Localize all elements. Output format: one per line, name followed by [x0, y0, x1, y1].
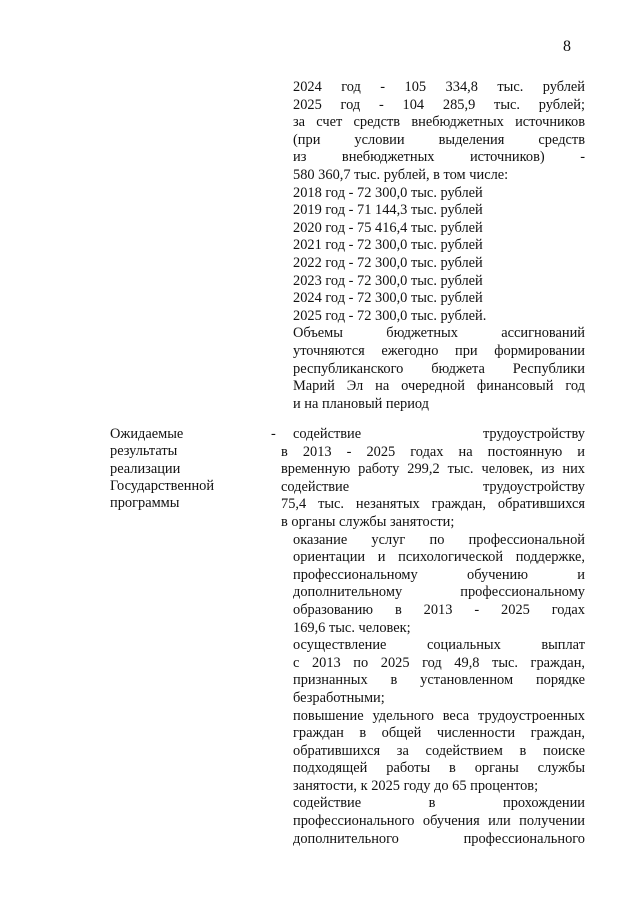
results-label [110, 426, 260, 512]
funding-year-line: 2019 год - 71 144,3 тыс. рублей [293, 202, 483, 219]
funding-note-line: Марий Эл на очередной финансовый год [293, 378, 585, 395]
page-number: 8 [563, 38, 571, 55]
funding-note-line: республиканского бюджета Республики [293, 360, 585, 377]
results-label-line: Государственной [110, 477, 215, 494]
results-line: осуществление социальных выплат [293, 637, 585, 654]
results-text [281, 426, 585, 848]
results-line: содействие трудоустройству [281, 478, 585, 495]
results-line: содействие трудоустройству [293, 426, 585, 442]
results-line: дополнительному профессиональному [293, 584, 585, 601]
funding-line: за счет средств внебюджетных источников [293, 114, 585, 131]
results-line: в 2013 - 2025 годах на постоянную и [281, 443, 585, 460]
results-label-line: реализации [110, 460, 181, 477]
results-label-line: программы [110, 495, 180, 512]
label-separator-dash: - [271, 426, 276, 442]
funding-year-line: 2021 год - 72 300,0 тыс. рублей [293, 237, 483, 254]
funding-line: из внебюджетных источников) - [293, 149, 585, 166]
funding-line: (при условии выделения средств [293, 131, 585, 148]
results-line: 169,6 тыс. человек; [293, 619, 411, 636]
funding-year-line: 2025 год - 72 300,0 тыс. рублей. [293, 307, 487, 324]
funding-note-line: уточняются ежегодно при формировании [293, 342, 585, 359]
results-line: безработными; [293, 689, 385, 706]
funding-year-line: 2020 год - 75 416,4 тыс. рублей [293, 219, 483, 236]
results-line: профессиональному обучению и [293, 566, 585, 583]
results-line: ориентации и психологической поддержке, [293, 549, 585, 566]
results-line: содействие в прохождении [293, 795, 585, 812]
results-line: признанных в установленном порядке [293, 672, 585, 689]
results-line: занятости, к 2025 году до 65 процентов; [293, 777, 539, 794]
funding-note-line: и на плановый период [293, 395, 430, 412]
funding-line: 580 360,7 тыс. рублей, в том числе: [293, 166, 509, 183]
results-line: подходящей работы в органы службы [293, 760, 585, 777]
results-line: образованию в 2013 - 2025 годах [293, 601, 585, 618]
results-line: в органы службы занятости; [281, 513, 455, 530]
results-line: 75,4 тыс. незанятых граждан, обратившихся [281, 496, 585, 513]
funding-line: 2024 год - 105 334,8 тыс. рублей [293, 79, 585, 95]
results-label-line: результаты [110, 443, 178, 460]
results-label-line: Ожидаемые [110, 426, 184, 442]
results-line: повышение удельного веса трудоустроенных [293, 707, 585, 724]
results-line: обратившихся за содействием в поиске [293, 742, 585, 759]
results-line: дополнительного профессионального [293, 830, 585, 847]
funding-line: 2025 год - 104 285,9 тыс. рублей; [293, 96, 585, 113]
funding-note-line: Объемы бюджетных ассигнований [293, 325, 585, 342]
funding-year-line: 2023 год - 72 300,0 тыс. рублей [293, 272, 483, 289]
funding-continuation [293, 79, 585, 413]
results-line: оказание услуг по профессиональной [293, 531, 585, 548]
results-line: временную работу 299,2 тыс. человек, из них [281, 461, 585, 478]
funding-year-line: 2022 год - 72 300,0 тыс. рублей [293, 254, 483, 271]
results-line: граждан в общей численности граждан, [293, 725, 585, 742]
results-line: профессионального обучения или получении [293, 813, 585, 830]
funding-year-line: 2018 год - 72 300,0 тыс. рублей [293, 184, 483, 201]
results-line: с 2013 по 2025 год 49,8 тыс. граждан, [293, 654, 585, 671]
funding-year-line: 2024 год - 72 300,0 тыс. рублей [293, 290, 483, 307]
